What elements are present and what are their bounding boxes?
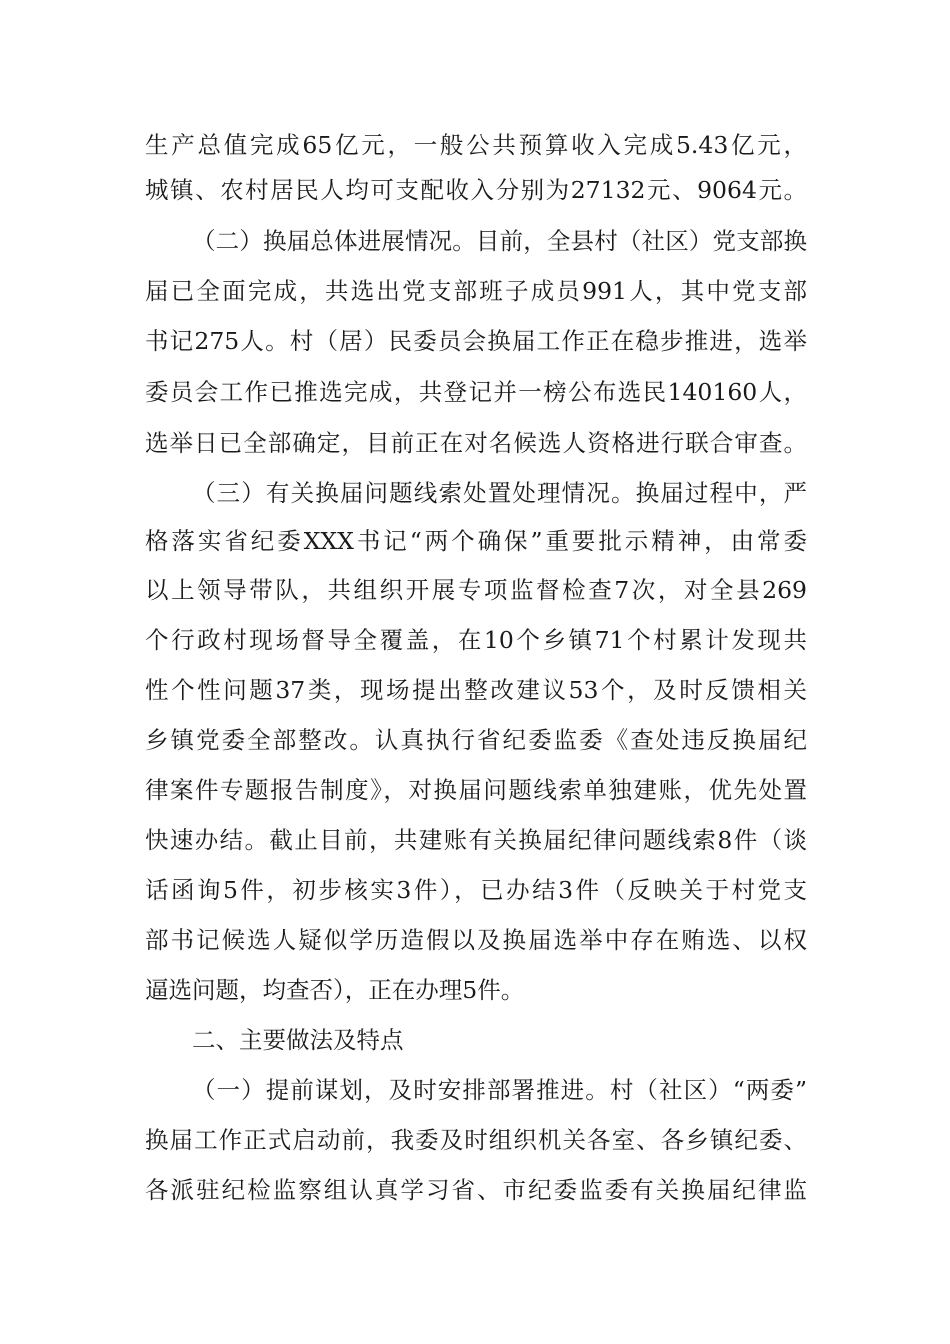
chapter-heading-2: 二、主要做法及特点: [192, 1026, 404, 1054]
section-3-heading-line: （三）有关换届问题线索处置处理情况。换届过程中，严: [192, 479, 807, 507]
paragraph-line: 律案件专题报告制度》，对换届问题线索单独建账，优先处置: [145, 776, 807, 804]
paragraph-last-line: 逼选问题，均查否），正在办理5件。: [145, 976, 525, 1004]
paragraph-line: 各派驻纪检监察组认真学习省、市纪委监委有关换届纪律监: [145, 1176, 807, 1204]
paragraph-line: 话函询5件，初步核实3件），已办结3件（反映关于村党支: [145, 876, 807, 904]
section-2-heading-line: （二）换届总体进展情况。目前，全县村（社区）党支部换: [192, 227, 807, 255]
paragraph-line: 性个性问题37类，现场提出整改建议53个，及时反馈相关: [145, 676, 807, 704]
paragraph-line: 快速办结。截止目前，共建账有关换届纪律问题线索8件（谈: [145, 826, 807, 854]
paragraph-line: 以上领导带队，共组织开展专项监督检查7次，对全县269: [145, 576, 807, 604]
paragraph-line: 委员会工作已推选完成，共登记并一榜公布选民140160人，: [145, 378, 807, 406]
paragraph-line: 格落实省纪委XXX书记“两个确保”重要批示精神，由常委: [145, 527, 807, 555]
paragraph-line: 选举日已全部确定，目前正在对名候选人资格进行联合审查。: [145, 429, 807, 457]
paragraph-line: 生产总值完成65亿元，一般公共预算收入完成5.43亿元，: [145, 131, 807, 159]
paragraph-line: 个行政村现场督导全覆盖，在10个乡镇71个村累计发现共: [145, 626, 807, 654]
paragraph-line: 届已全面完成，共选出党支部班子成员991人，其中党支部: [145, 277, 807, 305]
paragraph-line: 部书记候选人疑似学历造假以及换届选举中存在贿选、以权: [145, 926, 807, 954]
paragraph-line: 城镇、农村居民人均可支配收入分别为27132元、9064元。: [145, 176, 807, 204]
paragraph-line: 乡镇党委全部整改。认真执行省纪委监委《查处违反换届纪: [145, 726, 807, 754]
paragraph-line: 换届工作正式启动前，我委及时组织机关各室、各乡镇纪委、: [145, 1126, 807, 1154]
paragraph-line: 书记275人。村（居）民委员会换届工作正在稳步推进，选举: [145, 327, 807, 355]
subsection-1-heading-line: （一）提前谋划，及时安排部署推进。村（社区）“两委”: [192, 1076, 807, 1104]
